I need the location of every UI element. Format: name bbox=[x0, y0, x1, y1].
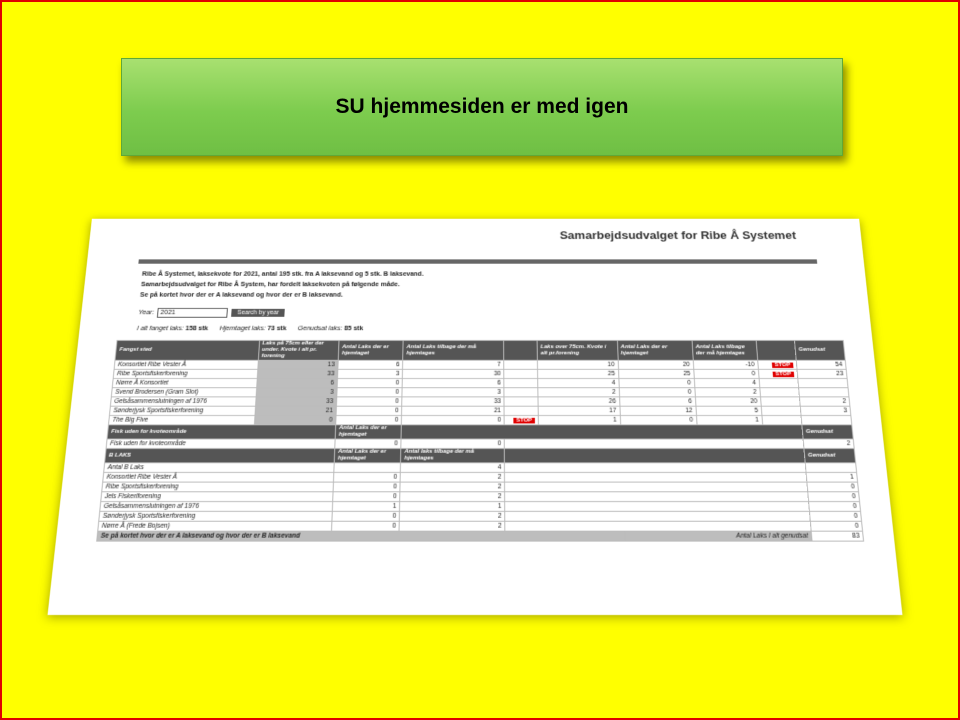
table-cell: 0 bbox=[333, 492, 400, 502]
table-cell: 12 bbox=[620, 406, 697, 415]
caught-label: I alt fanget laks: bbox=[136, 325, 184, 332]
stop-badge: STOP bbox=[513, 418, 535, 424]
table-cell: 1 bbox=[696, 415, 762, 424]
table-cell bbox=[759, 378, 799, 387]
table-cell: 0 bbox=[809, 511, 861, 521]
col-header: Antal laks tilbage der må hjemtages bbox=[401, 448, 505, 462]
banner-title: SU hjemmesiden er med igen bbox=[335, 95, 629, 118]
table-row bbox=[103, 472, 858, 482]
row-label: Nørre Å (Frede Bojsen) bbox=[98, 521, 332, 531]
row-label: Ribe Sportsfiskerforening bbox=[113, 369, 257, 378]
row-label: The Big Five bbox=[108, 415, 254, 424]
table-cell: 0 bbox=[336, 406, 402, 415]
table-cell: 25 bbox=[618, 369, 694, 378]
quota-table bbox=[96, 340, 864, 542]
table-cell: 0 bbox=[332, 521, 400, 531]
table-cell bbox=[505, 502, 809, 512]
table-cell bbox=[504, 369, 538, 378]
section-title: B LAKS bbox=[105, 448, 335, 462]
table-cell: 2 bbox=[399, 521, 505, 531]
table-cell: 20 bbox=[695, 397, 761, 406]
table-cell: 0 bbox=[809, 502, 861, 512]
table-cell: 2 bbox=[400, 492, 505, 502]
row-label: Gelsåsammenslutningen af 1976 bbox=[100, 502, 333, 512]
table-cell: 2 bbox=[695, 388, 761, 397]
search-by-year-button[interactable]: Search by year bbox=[231, 309, 284, 317]
intro-line: Samarbejdsudvalget for Ribe Å System, har fordelt laksekvoten på følgende måde. bbox=[140, 281, 400, 288]
col-header: Antal Laks der er hjemtaget bbox=[334, 448, 401, 462]
table-cell bbox=[762, 415, 802, 424]
col-header bbox=[504, 340, 538, 360]
table-cell: 5 bbox=[696, 406, 762, 415]
table-b-body bbox=[98, 448, 863, 531]
table-cell: 0 bbox=[693, 369, 759, 378]
col-header bbox=[756, 340, 796, 360]
table-cell: 25 bbox=[538, 369, 619, 378]
table-cell: 2 bbox=[803, 439, 854, 448]
released-total-value: 83 bbox=[811, 531, 863, 541]
table-cell bbox=[504, 415, 538, 424]
table-row bbox=[113, 369, 847, 378]
table-cell: 0 bbox=[333, 482, 400, 492]
website-screenshot bbox=[48, 219, 903, 615]
section-header bbox=[105, 448, 856, 462]
table-cell bbox=[504, 378, 538, 387]
table-cell: 0 bbox=[336, 415, 402, 424]
table-cell bbox=[505, 463, 806, 473]
table-a-body bbox=[108, 360, 851, 425]
table-cell bbox=[760, 388, 800, 397]
table-cell: 0 bbox=[402, 415, 505, 424]
table-row bbox=[106, 439, 854, 448]
table-cell: 13 bbox=[257, 360, 338, 369]
row-label: Konsortiet Ribe Vester Å bbox=[114, 360, 258, 369]
table-cell: 33 bbox=[257, 369, 338, 378]
table-cell: 6 bbox=[338, 360, 403, 369]
table-cell: -10 bbox=[693, 360, 758, 369]
table-cell: 0 bbox=[336, 397, 402, 406]
map-note: Se på kortet hvor der er A laksevand og hvor der er B laksevand bbox=[97, 531, 625, 541]
table-cell bbox=[504, 388, 538, 397]
row-label: Nørre Å Konsortiet bbox=[112, 378, 257, 387]
table-cell: 0 bbox=[619, 378, 695, 387]
released-value: 85 stk bbox=[344, 325, 364, 332]
table-row bbox=[104, 463, 857, 473]
table-cell bbox=[505, 439, 804, 448]
col-header: Laks over 75cm. Kvote i alt pr.forening bbox=[537, 340, 618, 360]
table-row bbox=[100, 502, 861, 512]
table-cell: 1 bbox=[400, 502, 505, 512]
home-value: 73 stk bbox=[267, 325, 287, 332]
row-label: Gelsåsammenslutningen af 1976 bbox=[110, 397, 255, 406]
intro-line: Se på kortet hvor der er A laksevand og hvor der er B laksevand. bbox=[139, 292, 343, 299]
col-header: Genudsat bbox=[794, 340, 845, 360]
table-cell bbox=[505, 482, 808, 492]
table-row bbox=[98, 521, 863, 531]
col-header: Antal Laks tilbage der må hjemtages bbox=[692, 340, 758, 360]
table-cell: 30 bbox=[403, 369, 505, 378]
row-label: Svend Brodersen (Gram Slot) bbox=[111, 388, 256, 397]
table-cell: 0 bbox=[335, 439, 401, 448]
table-cell: 3 bbox=[256, 388, 337, 397]
col-header bbox=[505, 448, 805, 462]
table-cell: 54 bbox=[796, 360, 846, 369]
table-cell: 23 bbox=[797, 369, 847, 378]
table-row bbox=[102, 482, 859, 492]
col-header: Fangst sted bbox=[115, 340, 259, 360]
table-cell bbox=[505, 472, 807, 482]
col-header: Laks på 75cm eller der under. Kvote i alt pr. forening bbox=[258, 340, 339, 360]
table-cell: 2 bbox=[399, 511, 505, 521]
table-row bbox=[114, 360, 846, 369]
table-cell: 6 bbox=[256, 378, 337, 387]
table-cell: 0 bbox=[807, 482, 859, 492]
totals-summary bbox=[136, 326, 363, 332]
table-cell bbox=[505, 492, 809, 502]
row-label: Fisk uden for kvoteområde bbox=[106, 439, 335, 448]
table-row bbox=[112, 378, 848, 387]
col-header: Antal Laks tilbage der må hjemtages bbox=[403, 340, 504, 360]
col-header: Genudsat bbox=[802, 425, 853, 439]
table-row bbox=[110, 397, 850, 406]
table-cell: 33 bbox=[255, 397, 337, 406]
table-cell bbox=[505, 521, 811, 531]
table-footer bbox=[97, 531, 864, 541]
table-row bbox=[101, 492, 860, 502]
table-row bbox=[109, 406, 850, 415]
row-label: Konsortiet Ribe Vester Å bbox=[103, 472, 334, 482]
caught-value: 158 stk bbox=[185, 325, 209, 332]
row-label: Antal B Laks bbox=[104, 463, 335, 473]
table-cell: 2 bbox=[538, 388, 619, 397]
row-label: Sønderjysk Sportsfiskerforening bbox=[109, 406, 255, 415]
table-cell: 6 bbox=[402, 378, 504, 387]
col-header: Antal Laks der er hjemtaget bbox=[338, 340, 403, 360]
year-label: Year: bbox=[138, 309, 155, 316]
table-cell: 2 bbox=[400, 482, 505, 492]
col-header: Genudsat bbox=[804, 448, 856, 462]
table-cell: 4 bbox=[538, 378, 619, 387]
row-label: Ribe Sportsfiskerforening bbox=[102, 482, 334, 492]
row-label: Sønderjysk Sportsfiskerforening bbox=[99, 511, 333, 521]
table-cell bbox=[801, 415, 852, 424]
table-cell: 0 bbox=[808, 492, 860, 502]
table-cell: 20 bbox=[618, 360, 694, 369]
table-cell bbox=[334, 463, 401, 473]
table-cell: 0 bbox=[401, 439, 505, 448]
table-cell: 3 bbox=[800, 406, 851, 415]
table-cell: 2 bbox=[400, 472, 505, 482]
table-cell: 0 bbox=[620, 415, 697, 424]
year-select[interactable]: 2021 bbox=[157, 308, 228, 318]
table-cell: 3 bbox=[338, 369, 403, 378]
released-total-label: Antal Laks I alt genudsat bbox=[624, 531, 812, 541]
table-cell bbox=[758, 369, 797, 378]
row-label: Jels Fiskeriforening bbox=[101, 492, 333, 502]
col-header: Antal Laks der er hjemtaget bbox=[335, 425, 401, 439]
table-cell: 33 bbox=[402, 397, 504, 406]
released-label: Genudsat laks: bbox=[297, 325, 343, 332]
year-filter bbox=[138, 308, 285, 318]
footer-row bbox=[97, 531, 864, 541]
stop-badge: STOP bbox=[772, 372, 794, 377]
table-cell: 7 bbox=[403, 360, 504, 369]
table-cell: 4 bbox=[694, 378, 760, 387]
table-cell bbox=[504, 406, 538, 415]
site-title: Samarbejdsudvalget for Ribe Å Systemet bbox=[559, 228, 797, 242]
table-cell: 3 bbox=[402, 388, 504, 397]
table-fisk-body bbox=[106, 425, 854, 449]
table-cell bbox=[504, 397, 538, 406]
table-a-header bbox=[115, 340, 845, 360]
table-cell: 6 bbox=[619, 397, 695, 406]
table-cell: 21 bbox=[255, 406, 337, 415]
table-cell bbox=[798, 378, 848, 387]
table-cell bbox=[758, 360, 797, 369]
table-cell: 0 bbox=[337, 378, 402, 387]
table-cell: 4 bbox=[401, 463, 505, 473]
table-cell: 0 bbox=[254, 415, 336, 424]
home-label: Hjemtaget laks: bbox=[219, 325, 266, 332]
table-cell: 0 bbox=[333, 472, 400, 482]
table-row bbox=[108, 415, 851, 424]
table-cell bbox=[799, 388, 849, 397]
table-cell bbox=[805, 463, 856, 473]
table-cell: 0 bbox=[332, 511, 400, 521]
table-row bbox=[99, 511, 862, 521]
table-cell: 10 bbox=[537, 360, 618, 369]
table-cell: 0 bbox=[337, 388, 403, 397]
table-cell bbox=[760, 397, 800, 406]
table-cell: 1 bbox=[332, 502, 400, 512]
table-cell bbox=[761, 406, 801, 415]
table-cell bbox=[504, 360, 538, 369]
section-header bbox=[107, 425, 853, 439]
col-header: Antal Laks der er hjemtaget bbox=[617, 340, 693, 360]
table-cell: 1 bbox=[538, 415, 620, 424]
table-cell: 0 bbox=[810, 521, 862, 531]
table-cell: 1 bbox=[806, 472, 858, 482]
table-cell: 26 bbox=[538, 397, 619, 406]
stop-badge: STOP bbox=[772, 363, 794, 368]
table-cell: 0 bbox=[619, 388, 695, 397]
title-divider bbox=[138, 259, 817, 263]
table-cell: 2 bbox=[799, 397, 850, 406]
intro-line: Ribe Å Systemet, laksekvote for 2021, antal 195 stk. fra A laksevand og 5 stk. B laksevand. bbox=[141, 271, 424, 278]
table-cell: 17 bbox=[538, 406, 620, 415]
table-cell bbox=[505, 511, 810, 521]
col-header bbox=[401, 425, 803, 439]
section-title: Fisk uden for kvoteområde bbox=[107, 425, 336, 439]
table-row bbox=[111, 388, 849, 397]
intro-text bbox=[139, 270, 423, 301]
table-cell: 21 bbox=[402, 406, 505, 415]
